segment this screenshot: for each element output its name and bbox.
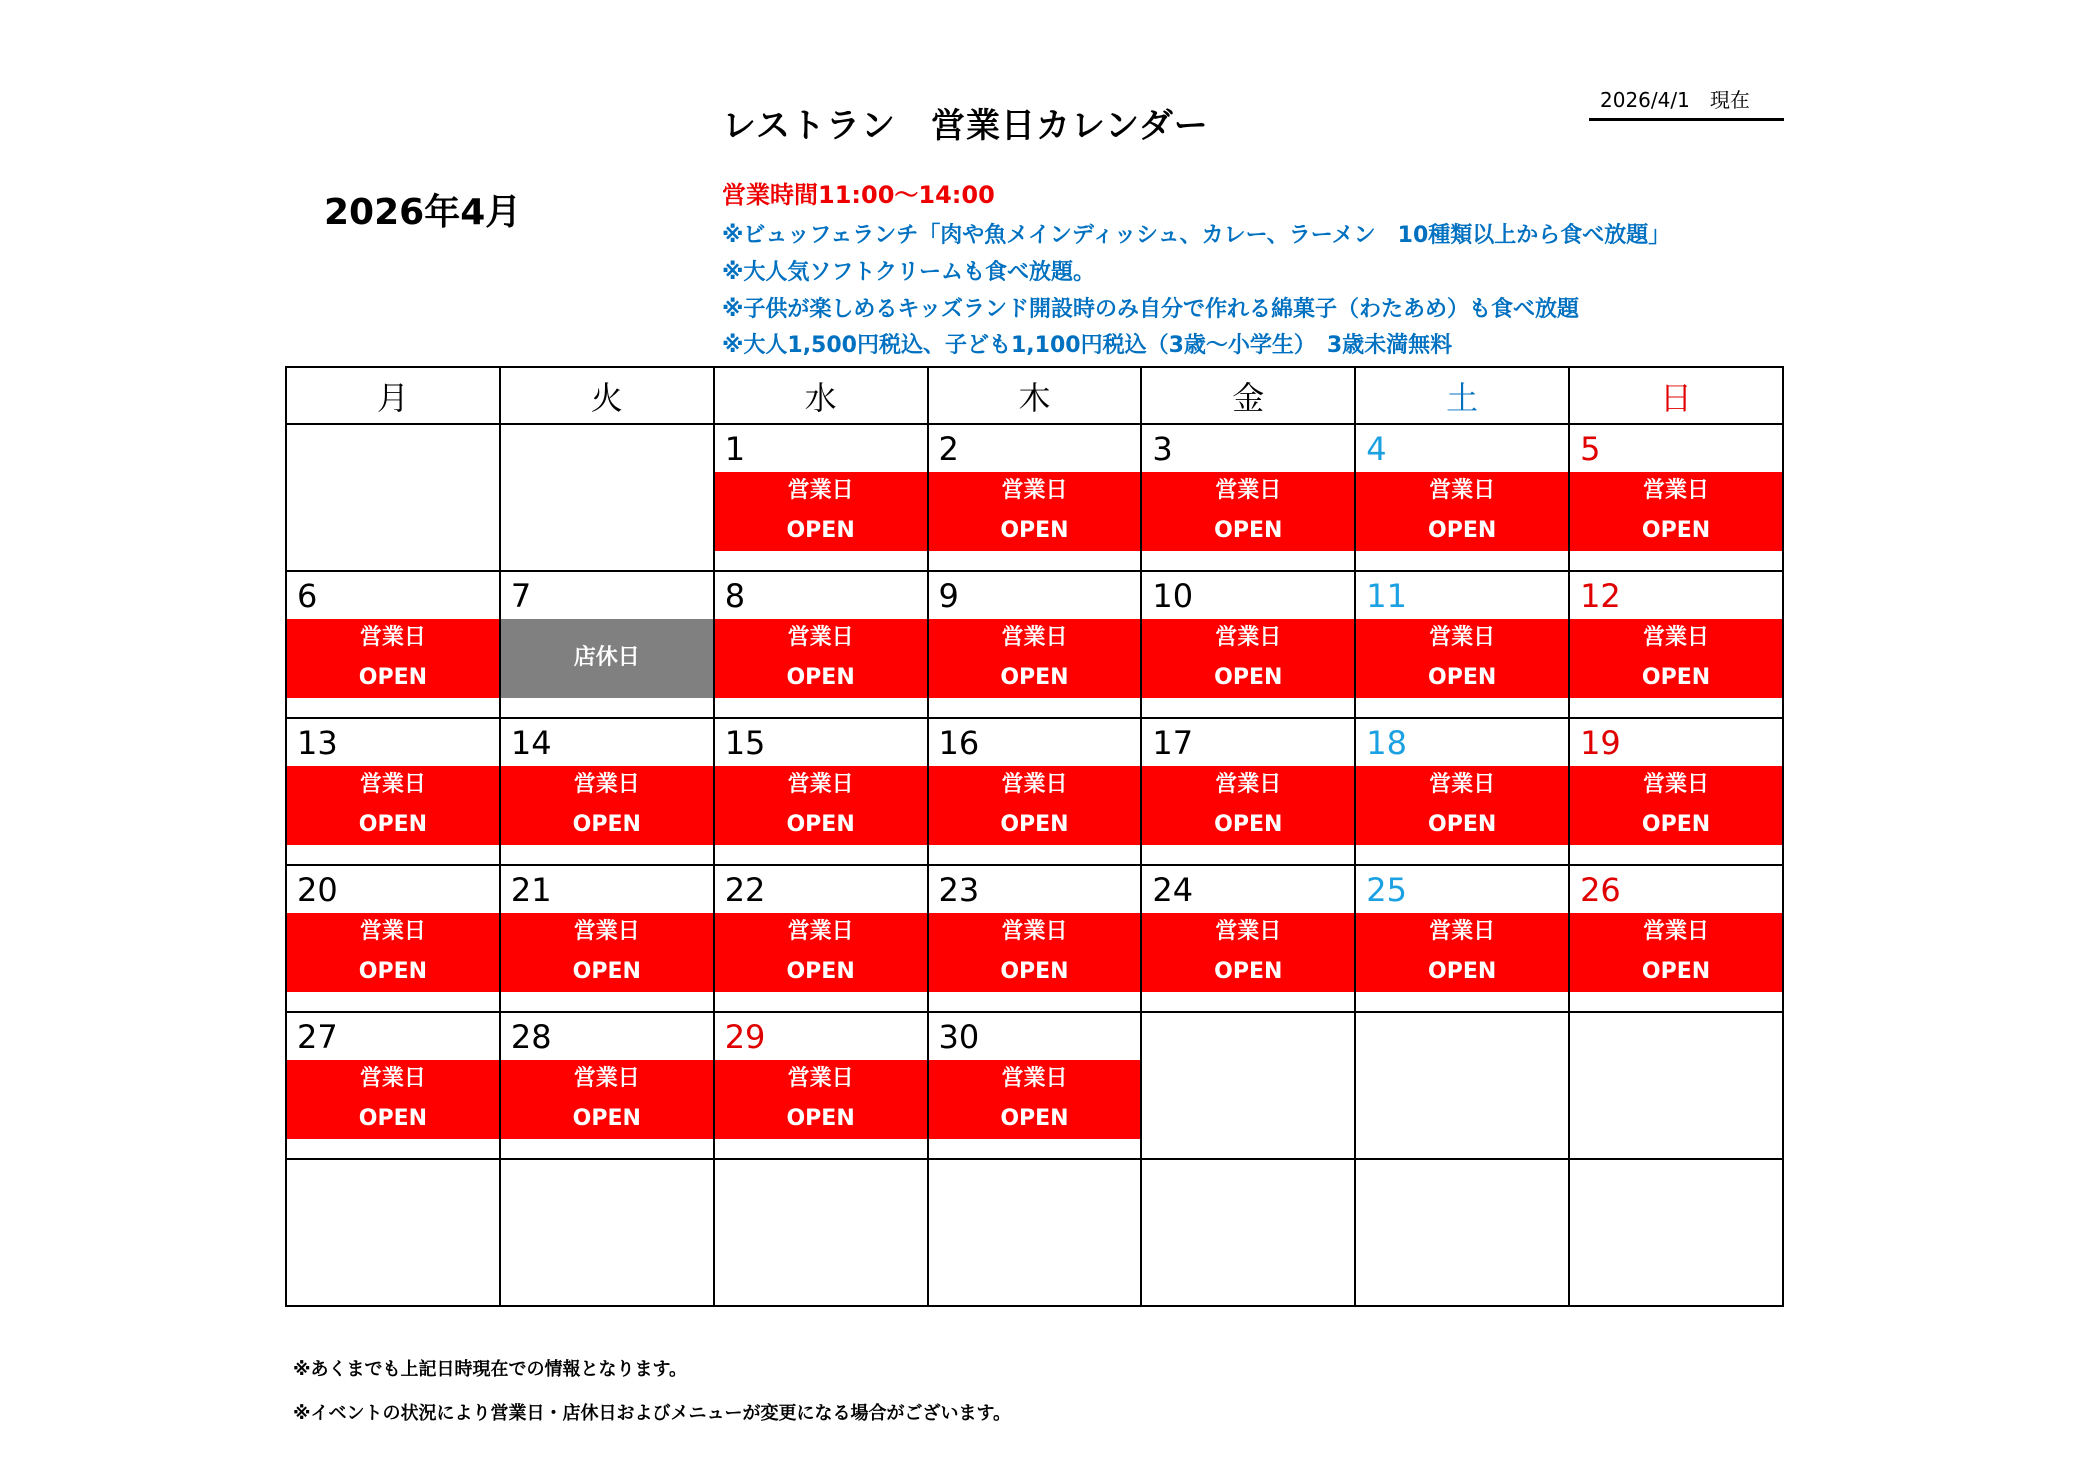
day-cell — [500, 865, 714, 1012]
day-cell — [928, 1012, 1142, 1159]
open-label-jp: 営業日 — [1643, 478, 1710, 503]
day-cell — [1355, 571, 1569, 718]
open-label-jp: 営業日 — [359, 625, 426, 650]
day-cell — [286, 571, 500, 718]
open-status-band — [929, 619, 1141, 698]
open-label-jp: 営業日 — [1001, 1066, 1068, 1091]
day-cell — [1569, 571, 1783, 718]
open-label-jp: 営業日 — [787, 1066, 854, 1091]
weekday-fri: 金 — [1141, 367, 1355, 424]
empty-day-cell — [1355, 1012, 1569, 1159]
footer-note-changes: ※イベントの状況により営業日・店休日およびメニューが変更になる場合がございます。 — [293, 1403, 1012, 1424]
closed-label: 店休日 — [573, 645, 640, 670]
day-number: 15 — [724, 724, 766, 762]
day-number: 22 — [724, 871, 766, 909]
open-label-jp: 営業日 — [359, 1066, 426, 1091]
open-label-en: OPEN — [1000, 959, 1069, 984]
open-label-jp: 営業日 — [573, 919, 640, 944]
open-label-jp: 営業日 — [787, 478, 854, 503]
open-label-en: OPEN — [1428, 959, 1497, 984]
day-number: 7 — [510, 577, 532, 615]
open-label-en: OPEN — [1428, 812, 1497, 837]
open-status-band — [1356, 766, 1568, 845]
open-label-jp: 営業日 — [359, 772, 426, 797]
day-cell — [1355, 865, 1569, 1012]
weekday-mon: 月 — [286, 367, 500, 424]
day-cell — [286, 865, 500, 1012]
empty-day-cell — [500, 424, 714, 571]
open-label-jp: 営業日 — [1001, 625, 1068, 650]
day-number: 19 — [1580, 724, 1621, 762]
open-label-jp: 営業日 — [1215, 772, 1282, 797]
open-status-band — [287, 1060, 499, 1139]
day-cell — [928, 571, 1142, 718]
open-label-jp: 営業日 — [1429, 772, 1496, 797]
day-cell — [1141, 718, 1355, 865]
day-number: 17 — [1152, 724, 1194, 762]
open-status-band — [287, 913, 499, 992]
empty-day-cell — [500, 1159, 714, 1306]
day-cell — [1569, 865, 1783, 1012]
weekday-header-row — [286, 367, 1783, 424]
day-number: 16 — [938, 724, 980, 762]
day-number: 24 — [1152, 871, 1194, 909]
calendar-grid — [285, 366, 1784, 1307]
open-label-en: OPEN — [786, 812, 855, 837]
open-label-en: OPEN — [358, 1106, 428, 1131]
open-status-band — [1570, 913, 1782, 992]
day-cell — [500, 1012, 714, 1159]
open-label-jp: 営業日 — [1001, 772, 1068, 797]
day-number: 13 — [297, 724, 338, 762]
day-number: 1 — [724, 430, 746, 468]
open-label-jp: 営業日 — [1643, 772, 1710, 797]
day-number: 2 — [938, 430, 959, 468]
open-label-en: OPEN — [1641, 518, 1711, 543]
calendar-week-row — [286, 1012, 1783, 1159]
day-cell — [286, 718, 500, 865]
open-label-en: OPEN — [786, 665, 855, 690]
empty-day-cell — [1355, 1159, 1569, 1306]
weekday-wed: 水 — [714, 367, 928, 424]
open-label-jp: 営業日 — [1215, 478, 1282, 503]
open-label-jp: 営業日 — [1429, 919, 1496, 944]
open-label-en: OPEN — [358, 665, 428, 690]
note-buffet: ※ビュッフェランチ「肉や魚メインディッシュ、カレー、ラーメン 10種類以上から食べ放題」 — [722, 223, 1671, 248]
day-cell — [1569, 718, 1783, 865]
calendar-body — [286, 424, 1783, 1306]
open-label-en: OPEN — [572, 1106, 641, 1131]
day-cell — [286, 1012, 500, 1159]
day-number: 29 — [724, 1018, 766, 1056]
open-status-band — [929, 1060, 1141, 1139]
weekday-sun: 日 — [1569, 367, 1783, 424]
open-label-en: OPEN — [786, 959, 855, 984]
open-label-jp: 営業日 — [787, 625, 854, 650]
empty-day-cell — [1141, 1012, 1355, 1159]
note-soft-cream: ※大人気ソフトクリームも食べ放題。 — [722, 260, 1095, 285]
open-status-band — [501, 913, 713, 992]
day-number: 27 — [297, 1018, 338, 1056]
open-label-en: OPEN — [1000, 812, 1069, 837]
empty-day-cell — [1569, 1012, 1783, 1159]
as-of-date: 2026/4/1 現在 — [1600, 88, 1750, 112]
open-status-band — [1142, 913, 1354, 992]
open-label-en: OPEN — [1000, 518, 1069, 543]
open-label-jp: 営業日 — [787, 919, 854, 944]
day-number: 26 — [1580, 871, 1621, 909]
open-label-jp: 営業日 — [573, 1066, 640, 1091]
open-status-band — [715, 1060, 927, 1139]
open-label-en: OPEN — [1000, 665, 1069, 690]
open-status-band — [1142, 766, 1354, 845]
day-number: 12 — [1580, 577, 1621, 615]
open-status-band — [715, 619, 927, 698]
day-number: 5 — [1580, 430, 1601, 468]
open-label-jp: 営業日 — [1001, 478, 1068, 503]
open-label-en: OPEN — [786, 1106, 855, 1131]
open-label-jp: 営業日 — [1643, 625, 1710, 650]
open-label-en: OPEN — [786, 518, 855, 543]
empty-day-cell — [928, 1159, 1142, 1306]
footer-note-info: ※あくまでも上記日時現在での情報となります。 — [293, 1359, 688, 1380]
day-number: 11 — [1366, 577, 1407, 615]
open-label-en: OPEN — [358, 812, 428, 837]
day-cell — [714, 865, 928, 1012]
day-cell — [500, 718, 714, 865]
month-label: 2026年4月 — [324, 192, 522, 233]
empty-day-cell — [286, 424, 500, 571]
day-number: 28 — [510, 1018, 552, 1056]
day-cell — [714, 571, 928, 718]
open-status-band — [501, 1060, 713, 1139]
open-status-band — [1356, 913, 1568, 992]
open-label-en: OPEN — [358, 959, 428, 984]
calendar-week-row — [286, 718, 1783, 865]
open-label-en: OPEN — [1214, 812, 1283, 837]
calendar-week-row — [286, 424, 1783, 571]
open-label-jp: 営業日 — [573, 772, 640, 797]
day-cell — [1355, 718, 1569, 865]
open-status-band — [715, 766, 927, 845]
open-label-jp: 営業日 — [1429, 625, 1496, 650]
open-label-jp: 営業日 — [1643, 919, 1710, 944]
calendar-week-row — [286, 1159, 1783, 1306]
day-cell — [714, 718, 928, 865]
open-status-band — [1570, 472, 1782, 551]
empty-day-cell — [1569, 1159, 1783, 1306]
open-label-jp: 営業日 — [1001, 919, 1068, 944]
open-status-band — [1356, 472, 1568, 551]
day-cell — [1355, 424, 1569, 571]
day-cell — [928, 718, 1142, 865]
day-number: 14 — [510, 724, 552, 762]
open-label-jp: 営業日 — [359, 919, 426, 944]
day-number: 23 — [938, 871, 980, 909]
open-label-jp: 営業日 — [1215, 625, 1282, 650]
day-cell — [500, 571, 714, 718]
day-cell — [928, 865, 1142, 1012]
open-label-en: OPEN — [1214, 518, 1283, 543]
open-label-en: OPEN — [572, 812, 641, 837]
day-number: 6 — [297, 577, 318, 615]
open-label-en: OPEN — [1641, 665, 1711, 690]
open-status-band — [929, 472, 1141, 551]
weekday-thu: 木 — [928, 367, 1142, 424]
day-number: 3 — [1152, 430, 1173, 468]
empty-day-cell — [1141, 1159, 1355, 1306]
closed-status-band — [501, 619, 713, 698]
open-status-band — [287, 619, 499, 698]
calendar-week-row — [286, 571, 1783, 718]
day-number: 9 — [938, 577, 959, 615]
day-number: 20 — [297, 871, 338, 909]
open-status-band — [287, 766, 499, 845]
day-number: 4 — [1366, 430, 1387, 468]
empty-day-cell — [714, 1159, 928, 1306]
as-of-underline — [1589, 118, 1784, 121]
day-cell — [1141, 424, 1355, 571]
day-cell — [1141, 865, 1355, 1012]
empty-day-cell — [286, 1159, 500, 1306]
day-number: 25 — [1366, 871, 1407, 909]
open-status-band — [715, 472, 927, 551]
open-label-jp: 営業日 — [1215, 919, 1282, 944]
open-label-en: OPEN — [1641, 959, 1711, 984]
day-cell — [714, 1012, 928, 1159]
day-number: 8 — [724, 577, 746, 615]
note-cotton-candy: ※子供が楽しめるキッズランド開設時のみ自分で作れる綿菓子（わたあめ）も食べ放題 — [722, 297, 1579, 322]
open-status-band — [929, 766, 1141, 845]
open-status-band — [1570, 619, 1782, 698]
open-label-en: OPEN — [1428, 518, 1497, 543]
day-number: 18 — [1366, 724, 1407, 762]
day-cell — [714, 424, 928, 571]
weekday-sat: 土 — [1355, 367, 1569, 424]
weekday-tue: 火 — [500, 367, 714, 424]
business-hours: 営業時間11:00～14:00 — [722, 181, 995, 209]
calendar-week-row — [286, 865, 1783, 1012]
open-status-band — [1570, 766, 1782, 845]
open-status-band — [929, 913, 1141, 992]
open-label-en: OPEN — [1000, 1106, 1069, 1131]
day-cell — [1569, 424, 1783, 571]
open-status-band — [501, 766, 713, 845]
open-label-en: OPEN — [1428, 665, 1497, 690]
page-title: レストラン 営業日カレンダー — [722, 106, 1209, 146]
open-label-en: OPEN — [1214, 959, 1283, 984]
open-label-jp: 営業日 — [787, 772, 854, 797]
day-number: 10 — [1152, 577, 1194, 615]
note-pricing: ※大人1,500円税込、子ども1,100円税込（3歳～小学生） 3歳未満無料 — [722, 333, 1453, 358]
open-label-jp: 営業日 — [1429, 478, 1496, 503]
day-cell — [928, 424, 1142, 571]
open-label-en: OPEN — [1641, 812, 1711, 837]
day-number: 21 — [510, 871, 552, 909]
open-label-en: OPEN — [572, 959, 641, 984]
day-cell — [1141, 571, 1355, 718]
open-status-band — [1356, 619, 1568, 698]
day-number: 30 — [938, 1018, 980, 1056]
open-label-en: OPEN — [1214, 665, 1283, 690]
open-status-band — [1142, 619, 1354, 698]
open-status-band — [715, 913, 927, 992]
open-status-band — [1142, 472, 1354, 551]
